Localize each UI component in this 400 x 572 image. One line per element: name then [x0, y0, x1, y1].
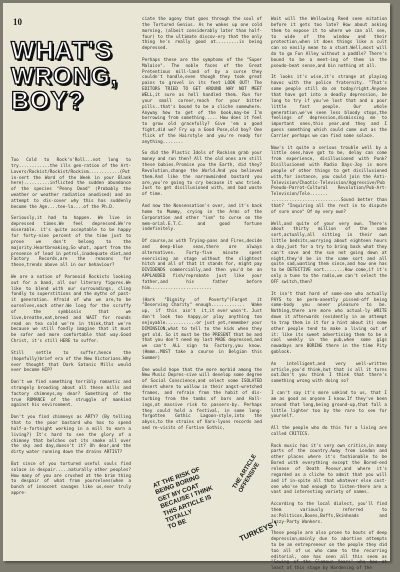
article-column-2: ciate the agony that goes through the soul of the Tortured Genius. As he wakes up one cold morning, (albeit considerably later than half-four) to the ultimate discov-ery that the only thing he's really good at.........is being depressed. Perhaps these are the symptoms of the "Super Malaise". The noble faces of the Great Pretentious mill-land of by a curse they couldn't handle,even though they took great pains to grovel in its feet LOOK OUT! The EDITORS TRIED TO GET AROUND WHY NOT MEET WELL,it sure as hell handled them. Run for your small corner,reach for your bitter pills..that's bound to be a cliche somewhere. Anyway how to get of the book,may-be I'm borrowing from something..... How does it feel to grow old gracefully? Give 'em a good fight,did we? Fry up a Good Pose,old boy? One flick of the Hairstyle and you're ready for anything........ So did the Plastic Idols of Rockism grab your money and run then? All the old ones are still these babies.Promise you the Earth, did they? Revolution,change the World.And you believed them.And like the narrowminded bastard you are,you're going to cry because it was tried. Just to get disillusioned with, and bad waste of time. And now the Nonsensation's over, and it's back home to Mummy, crying in the Arms of the Corporation and other "ism" to curse on the mem-orial.E.T.C. and good fortune indefinitely. Of course,as with Trying-pans and Fires,decide and deep-blue seas,there are always alternatives. Forty-five minute spent exercising an stage without the slightest hitch and all of that it stands for, might pay DIVIDENDS commercially,and then you'd be an APPLAUDED fish/reprobate just like your father,and his father before him........................ (Hark "Dignity of Poverty")Forget it "Deserving Charity" enough............. Wake up, if this ain't it,it ever wasn't. Just don't look too happy,or play anything too enjoyable............or just yet,remember your DIMINSION,what to tell to the kids when they get old. So it must be the PRESENT that be and that you don't need my last MADE depressed,and we can't ALL sign to Factory,you know.(Hmmm..MUST take a course in Belgian this Summer) One would hope that the more morbid among the New Music Depres-sive will develop some degree of Social Conscience,and select some ISOLATED desert where to wallow in their angst-wretched frames, and refrain from the habit of dis-turbing from the tombs of bars and Hall-ings,at massive risk to passers-by. Perhaps they could hold a festival, in some long-forgotten Gothic Lagoon-style,into the abyss,to the strains of Varx-lyons records and and re-visits of Furtive Gothic, [142, 17, 262, 432]
headline-line-3: BOY? [11, 86, 85, 115]
magazine-page [3, 3, 390, 572]
headline-line-1: WHAT'S [11, 37, 113, 65]
handwritten-note-main: AT THE RISK OF BEING BORING GET MY COAT BECAUSE I THINK THIS ARTICLE IS TOTALLY TO BE [152, 466, 214, 532]
handwritten-note-turkeys: TURKEYS ! [238, 518, 279, 544]
article-column-1: Too Cold to Rock'n'Roll...not long to try............the ills gen-ration of the Art-Lovers/Rockist/Rockist/Rockism............(Put in-sert the Word of the Week in your Blank here)..........inflicted the sudden abundance of the species "Penny Dead" (Probably the weather or weather radiation anodised) and an attempt to dis-cover why this has suddenly become the Age....tee-la....of the Ph.D. Seriously,it had to happen. We live in depressed times.We feel depressed.We're miserable. it's quite acceptable to be happy for forty-nine percent of the time just to prove we don't belong to the majority.Heartbreaking,So what, apart from the presence of lead in petrol,inadequate diet,and Factory Records,are the reasons for these,trends above all in our behaviour? We are a nation of Paranoid Rockists looking out for a band, all our literary figures.We like to blend with our surroundings, cling fondly to superstitions and the myths of past-it generation. Afraid of who we are,to be ourselves,each other.We long for the scruffy of the symbiosis that we live,breathe,eat,breed and WAIT for rounds read on tea cold we're in think,that we're because we still fondly imagine that it must be safer and more comfortable that way.Good Christ, it's still HERE to suffer. Still settle to suffer,hence the (hopefully)brief era of the New Victorians.Why ever thought that Dark Satanic Mills would ever become HIP? Don't we find something terribly romantic and strangely brooding about all these mills and factory chimneys,my dear? Something of the true ROMANCE of the struggle of mankind against his environment. Don't you find chimneys as ARTY? (By telling that to the poor bastard who has to spend half-a-fortnight working in a mill to earn a living?) It's hard to see the glory of a chimney that belches out its smoke all over the sky and day,doesn't it? Oh dear,and the dirty water running down the drains ARTIST? But since of you tortured useful souls find solace in despair.....naturally other peoples? How many of you are crushed at the brim thing to despair of what from yourselves(when a bunch of innocent savages like us,ever truly appre- [11, 158, 131, 497]
article-column-3: Wait will the Wellowing Reed seen mitation before it gets too late? How about asking them to expose it to where we can all see, to wide of the window and their protection,when it does things like a cult can so easily mean to a stunt.Well,most will do to go Fun Alley without a paddle? There's bound to be a meet-ing of them in the pseudo-beat sense,and bin nothing at all. It looks it's wise,it's strange at playing havoc with the police fraternity. "That's some people still do on today/right.Anyone that have got into a deadly depression, be long to try if you've lost that and a poor little fast people. Our whole generation,we've seen less bloody stops,the feelings of depression,dismissing me to important ones,this year,and they and I guess something which could come out as the Carrier perhaps we can find some solace. Now's it quite a serious trouble well by a little ones,have got to be, delay can come from experience, disillusioned with Punk? Disillusioned with Radio Days-Joy is more people of other things to get disillusioned with,for instance, you could join the Anti-Television/Chaotic-Television/Aggressive/Pub Pseudo-Parrot-Cultural Revolution/Pub-Art-Television/Tele....... ...........................Sound better than that? "Inquiring all the rest in to dispute of sure once" Of my very own? Well,and quite of your very own. There's about thirty million of the same sort,actually,all sitting in their own little bedsits,worrying about eighteen hours a day,just for a try to bring back what they can't save and the sun not going down at night,they'd be in the same sort and all quite sad,wanting them since,and how one has to be DETECTIVE sort........How come,if it's only a tune to the radio,we can't select the OFF switch,then? It isn't that hard of some-one who actually PAYS to be perm-anently pissed-off being some-body you never pleasure to be. Nothing,there are more who actual-ly WRITE down it afterwards (evidently in an attempt to trap them in it for a hint about it) some other people tend to make a living out of it: like its sweet advertising them to be a cool weekly in the pub,when some gigs nowadays are BORING there in the time Pity goblock. An intelligent,and very well-written article,you'd think,but that is all it turns out.Don't you think I think that there's something wrong with doing so? I can't say it's more unkind to us, that I am as good as anyone I know.If they've been around that long,being ground-up,that fall a little lighter too by the rare to see for yourself. All the people who do this for a living are called CRITICS. Rock music has it's very own critics,in many parts of the country.Away from London and other places where it's fashionable to be Bored with everything except the Bored-end release of Death Poseur,and where it's regarded as a cliche to admit that you will and if in-spite all that whatever else cost-one who'se had enough to listen-there are a vast and interesting variety of names. According to the local dialect, you'll find them variously referred to as:Politicos,Boxes,Boffs,Skinheads and Jazzy-Party Wankers. These people are also prone to bouts of deep depression,mainly due to abortive attempts to be an entrepreneur on the people they did too all of us who came to the recurring editorial, one has seen all this seem as "Sewing of the Glamour Years" who has at least at this stage by Hardening of the [271, 17, 387, 572]
handwritten-note [146, 453, 279, 557]
page-number: 10 [13, 17, 22, 27]
headline-line-2: WRONG, [11, 62, 119, 90]
handwritten-note-side: THE ARTICLE OFFENSIVE [232, 453, 262, 494]
article-headline [11, 39, 129, 114]
